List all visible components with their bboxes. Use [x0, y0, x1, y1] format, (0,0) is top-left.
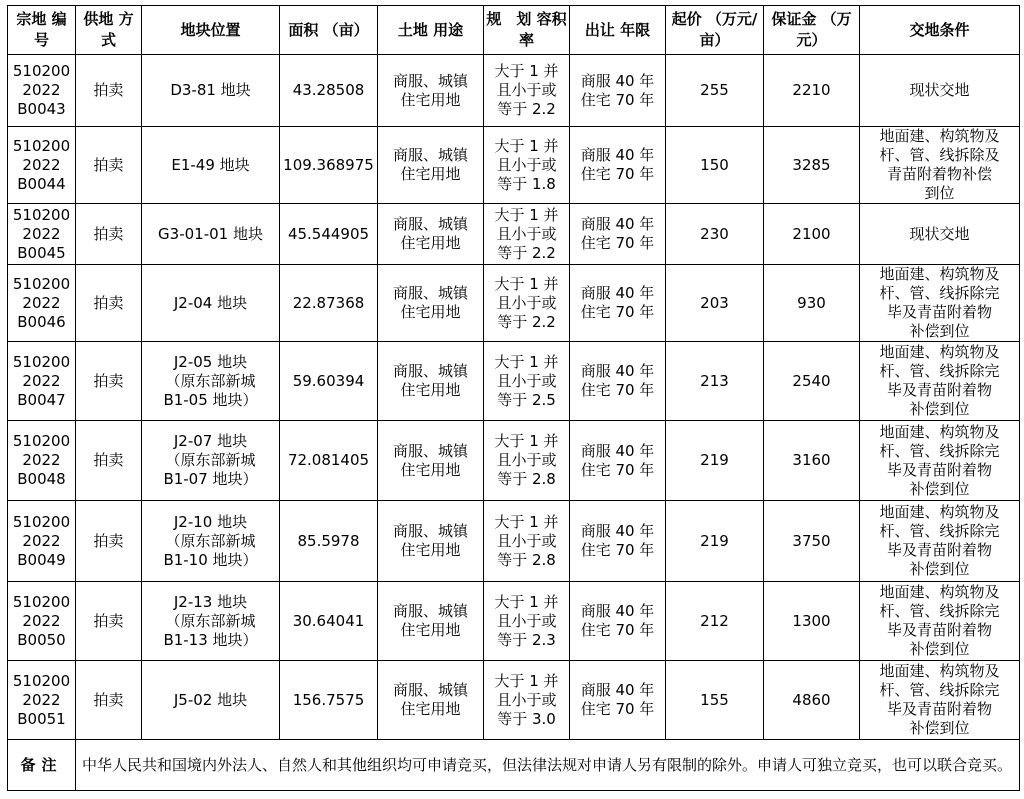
delivery-condition: 地面建、构筑物及 杆、管、线拆除及 青苗附着物补偿 到位	[860, 127, 1020, 204]
transfer-term: 商服 40 年 住宅 70 年	[570, 204, 666, 265]
land-use: 商服、城镇 住宅用地	[378, 421, 484, 501]
supply-method: 拍卖	[76, 204, 142, 265]
plot-ratio: 大于 1 并 且小于或 等于 2.2	[484, 55, 570, 127]
transfer-term: 商服 40 年 住宅 70 年	[570, 265, 666, 342]
parcel-code: 510200 2022 B0045	[8, 204, 76, 265]
plot-ratio: 大于 1 并 且小于或 等于 2.8	[484, 501, 570, 582]
delivery-condition: 地面建、构筑物及 杆、管、线拆除完 毕及青苗附着物 补偿到位	[860, 342, 1020, 421]
deposit: 1300	[764, 582, 860, 661]
supply-method: 拍卖	[76, 421, 142, 501]
table-row	[8, 342, 1020, 421]
land-use: 商服、城镇 住宅用地	[378, 265, 484, 342]
note-text: 中华人民共和国境内外法人、自然人和其他组织均可申请竞买，但法律法规对申请人另有限制的除外。申请人可独立竞买，也可以联合竞买。	[76, 740, 1020, 791]
header-plot-ratio: 规 划 容积率	[484, 6, 570, 55]
start-price: 203	[666, 265, 764, 342]
land-use: 商服、城镇 住宅用地	[378, 204, 484, 265]
deposit: 3750	[764, 501, 860, 582]
parcel-code: 510200 2022 B0047	[8, 342, 76, 421]
header-supply-method: 供地 方式	[76, 6, 142, 55]
delivery-condition: 地面建、构筑物及 杆、管、线拆除完 毕及青苗附着物 补偿到位	[860, 501, 1020, 582]
note-label: 备注	[8, 740, 76, 791]
transfer-term: 商服 40 年 住宅 70 年	[570, 661, 666, 740]
land-parcel-table	[7, 5, 1020, 791]
parcel-area: 59.60394	[280, 342, 378, 421]
parcel-area: 156.7575	[280, 661, 378, 740]
table-row	[8, 265, 1020, 342]
parcel-area: 30.64041	[280, 582, 378, 661]
transfer-term: 商服 40 年 住宅 70 年	[570, 421, 666, 501]
plot-ratio: 大于 1 并 且小于或 等于 2.2	[484, 265, 570, 342]
deposit: 3285	[764, 127, 860, 204]
transfer-term: 商服 40 年 住宅 70 年	[570, 342, 666, 421]
deposit: 930	[764, 265, 860, 342]
delivery-condition: 现状交地	[860, 204, 1020, 265]
parcel-location: E1-49 地块	[142, 127, 280, 204]
deposit: 4860	[764, 661, 860, 740]
land-use: 商服、城镇 住宅用地	[378, 501, 484, 582]
plot-ratio: 大于 1 并 且小于或 等于 2.2	[484, 204, 570, 265]
deposit: 2210	[764, 55, 860, 127]
parcel-area: 43.28508	[280, 55, 378, 127]
delivery-condition: 现状交地	[860, 55, 1020, 127]
table-row	[8, 661, 1020, 740]
parcel-code: 510200 2022 B0049	[8, 501, 76, 582]
transfer-term: 商服 40 年 住宅 70 年	[570, 55, 666, 127]
start-price: 219	[666, 421, 764, 501]
header-delivery-condition: 交地条件	[860, 6, 1020, 55]
plot-ratio: 大于 1 并 且小于或 等于 2.5	[484, 342, 570, 421]
parcel-location: J2-07 地块 （原东部新城 B1-07 地块）	[142, 421, 280, 501]
table-row	[8, 421, 1020, 501]
start-price: 212	[666, 582, 764, 661]
parcel-location: D3-81 地块	[142, 55, 280, 127]
parcel-code: 510200 2022 B0044	[8, 127, 76, 204]
plot-ratio: 大于 1 并 且小于或 等于 3.0	[484, 661, 570, 740]
note-row	[8, 740, 1020, 791]
table-row	[8, 127, 1020, 204]
land-use: 商服、城镇 住宅用地	[378, 661, 484, 740]
header-land-use: 土地 用途	[378, 6, 484, 55]
parcel-code: 510200 2022 B0051	[8, 661, 76, 740]
start-price: 155	[666, 661, 764, 740]
parcel-area: 22.87368	[280, 265, 378, 342]
supply-method: 拍卖	[76, 55, 142, 127]
start-price: 230	[666, 204, 764, 265]
parcel-area: 45.544905	[280, 204, 378, 265]
start-price: 255	[666, 55, 764, 127]
parcel-area: 85.5978	[280, 501, 378, 582]
table-row	[8, 501, 1020, 582]
header-row	[8, 6, 1020, 55]
land-use: 商服、城镇 住宅用地	[378, 127, 484, 204]
parcel-area: 72.081405	[280, 421, 378, 501]
start-price: 219	[666, 501, 764, 582]
header-deposit: 保证金 （万元）	[764, 6, 860, 55]
transfer-term: 商服 40 年 住宅 70 年	[570, 582, 666, 661]
table-row	[8, 204, 1020, 265]
parcel-code: 510200 2022 B0050	[8, 582, 76, 661]
supply-method: 拍卖	[76, 661, 142, 740]
deposit: 2540	[764, 342, 860, 421]
plot-ratio: 大于 1 并 且小于或 等于 1.8	[484, 127, 570, 204]
parcel-location: J5-02 地块	[142, 661, 280, 740]
parcel-area: 109.368975	[280, 127, 378, 204]
supply-method: 拍卖	[76, 501, 142, 582]
land-use: 商服、城镇 住宅用地	[378, 342, 484, 421]
supply-method: 拍卖	[76, 127, 142, 204]
parcel-location: J2-04 地块	[142, 265, 280, 342]
plot-ratio: 大于 1 并 且小于或 等于 2.3	[484, 582, 570, 661]
transfer-term: 商服 40 年 住宅 70 年	[570, 501, 666, 582]
supply-method: 拍卖	[76, 582, 142, 661]
delivery-condition: 地面建、构筑物及 杆、管、线拆除完 毕及青苗附着物 补偿到位	[860, 265, 1020, 342]
parcel-location: J2-05 地块 （原东部新城 B1-05 地块）	[142, 342, 280, 421]
table-row	[8, 582, 1020, 661]
supply-method: 拍卖	[76, 342, 142, 421]
header-area: 面积 （亩）	[280, 6, 378, 55]
table-row	[8, 55, 1020, 127]
supply-method: 拍卖	[76, 265, 142, 342]
header-location: 地块位置	[142, 6, 280, 55]
header-term: 出让 年限	[570, 6, 666, 55]
delivery-condition: 地面建、构筑物及 杆、管、线拆除完 毕及青苗附着物 补偿到位	[860, 421, 1020, 501]
land-use: 商服、城镇 住宅用地	[378, 55, 484, 127]
parcel-code: 510200 2022 B0048	[8, 421, 76, 501]
parcel-location: J2-13 地块 （原东部新城 B1-13 地块）	[142, 582, 280, 661]
deposit: 3160	[764, 421, 860, 501]
land-use: 商服、城镇 住宅用地	[378, 582, 484, 661]
header-parcel-code: 宗地 编号	[8, 6, 76, 55]
parcel-code: 510200 2022 B0043	[8, 55, 76, 127]
plot-ratio: 大于 1 并 且小于或 等于 2.8	[484, 421, 570, 501]
parcel-location: J2-10 地块 （原东部新城 B1-10 地块）	[142, 501, 280, 582]
delivery-condition: 地面建、构筑物及 杆、管、线拆除完 毕及青苗附着物 补偿到位	[860, 582, 1020, 661]
start-price: 213	[666, 342, 764, 421]
start-price: 150	[666, 127, 764, 204]
parcel-location: G3-01-01 地块	[142, 204, 280, 265]
deposit: 2100	[764, 204, 860, 265]
transfer-term: 商服 40 年 住宅 70 年	[570, 127, 666, 204]
delivery-condition: 地面建、构筑物及 杆、管、线拆除完 毕及青苗附着物 补偿到位	[860, 661, 1020, 740]
parcel-code: 510200 2022 B0046	[8, 265, 76, 342]
header-start-price: 起价 （万元/亩）	[666, 6, 764, 55]
